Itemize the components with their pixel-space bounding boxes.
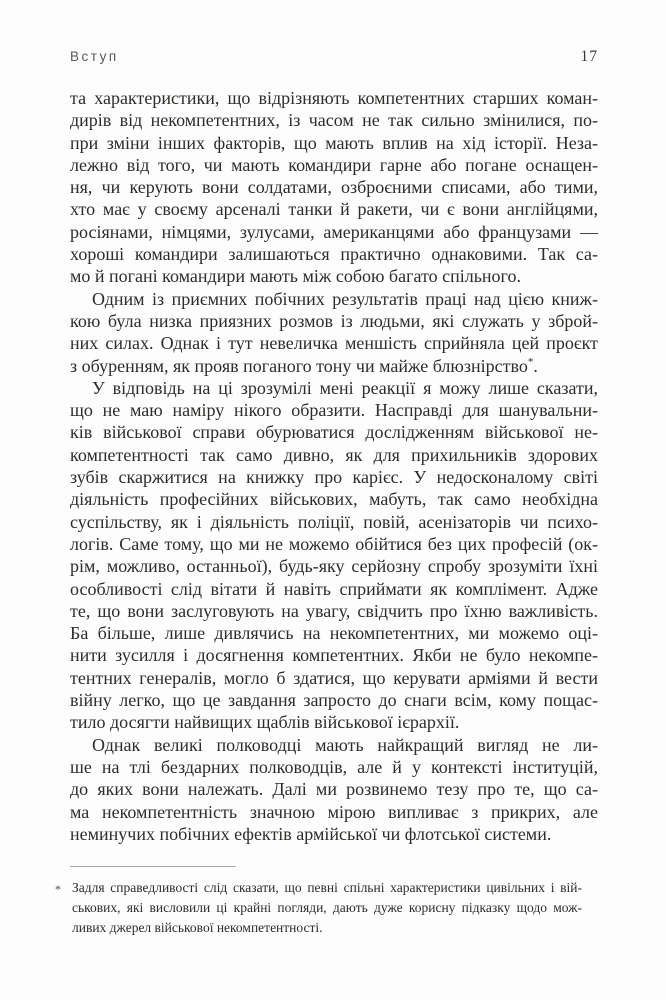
text-line: хто має у своєму арсеналі танки й ракети, чи є вони англійцями,: [70, 199, 598, 220]
paragraph: [70, 377, 598, 734]
text-line: ше на тлі бездарних полководців, але й у контексті інституцій,: [70, 756, 598, 777]
text-line: ма некомпетентність значною мірою випливає з прикрих, але: [70, 801, 598, 822]
text-line: компетентності так само дивно, як для прихильників здорових: [70, 444, 598, 465]
paragraph: [70, 734, 598, 845]
paragraph: [70, 288, 598, 377]
text-line: зубів скаржитися на книжку про карієс. У недосконалому світі: [70, 467, 598, 488]
text-line: У відповідь на ці зрозумілі мені реакції я можу лише сказати,: [92, 377, 598, 398]
text-line: лежно від того, чи мають командири гарне або погане оснащен-: [70, 154, 598, 175]
text-line: та характеристики, що відрізняють компетентних старших коман-: [70, 88, 598, 108]
text-line: Ба більше, лише дивлячись на некомпетентних, ми можемо оці-: [70, 623, 598, 644]
text-line: те, що вони заслуговують на увагу, свідчить про їхню важливість.: [70, 600, 598, 621]
text-line: Одним із приємних побічних результатів праці над цією книж-: [92, 288, 598, 309]
text-line: неминучих побічних ефектів армійської чи флотської системи.: [70, 823, 552, 844]
text-line: ків військової справи обурюватися дослідженням військової не-: [70, 422, 598, 443]
text-line: з обуренням, як прояв поганого тону чи майже блюзнірство*.: [70, 355, 538, 376]
text-line: логів. Саме тому, що ми не можемо обійтися без цих професій (ок-: [70, 533, 598, 554]
text-line: до яких вони належать. Далі ми розвинемо тезу про те, що са-: [70, 779, 598, 800]
text-line: ливих джерел військової некомпетентності.: [72, 920, 323, 936]
text-line: ськових, які висловили ці крайні погляди, дають дуже корисну підказку щодо мож-: [72, 900, 582, 916]
text-line: них силах. Однак і тут невеличка меншість сприйняла цей проєкт: [70, 333, 598, 354]
page-header: [70, 48, 598, 66]
text-line: що не маю наміру нікого образити. Насправді для шанувальни-: [70, 400, 598, 421]
text-line: хороші командири залишаються практично однаковими. Так са-: [70, 244, 598, 265]
text-line: ня, чи керують вони солдатами, озброєними списами, або тими,: [70, 177, 598, 198]
text-line: при зміни інших факторів, що мають вплив на хід історії. Неза-: [70, 132, 598, 153]
footnote-marker: *: [55, 882, 61, 896]
text-line: росіянами, німцями, зулусами, американцями або французами —: [70, 221, 598, 242]
text-line: Задля справедливості слід сказати, що певні спільні характеристики цивільних і вій-: [72, 880, 582, 895]
text-line: рім, можливо, останньої), будь-яку серйозну спробу зрозуміти їхні: [70, 556, 598, 577]
text-line: тило досягти найвищих щаблів військової ієрархії.: [70, 712, 460, 733]
footnote-divider: [70, 866, 236, 867]
body-text: [70, 87, 598, 845]
footnote-reference-asterisk: *: [527, 355, 534, 368]
text-line: мо й погані командири мають між собою багато спільного.: [70, 266, 521, 287]
text-line: дирів від некомпетентних, із часом не так сильно змінилися, по-: [70, 110, 598, 131]
text-line: діяльність професійних військових, мабуть, так само необхідна: [70, 489, 598, 510]
text-line: кою була низка приязних розмов із людьми, які служать у зброй-: [70, 310, 598, 331]
text-line: Однак великі полководці мають найкращий вигляд не ли-: [92, 734, 598, 755]
footnote: [55, 878, 582, 939]
text-line: війну легко, що це завдання запросто до снаги всім, кому пощас-: [70, 690, 598, 711]
paragraph: [70, 87, 598, 288]
text-line: нити зусилля і досягнення компетентних. Якби не було некомпе-: [70, 645, 598, 666]
text-line: особливості слід вітати й навіть сприймати як комплімент. Адже: [70, 578, 598, 599]
page-number: 17: [580, 48, 598, 65]
running-head-title: Вступ: [70, 49, 119, 64]
text-line: тентних генералів, могло б здатися, що керувати арміями й вести: [70, 667, 598, 688]
text-line: суспільству, як і діяльність поліції, повій, асенізаторів чи психо-: [70, 511, 598, 532]
